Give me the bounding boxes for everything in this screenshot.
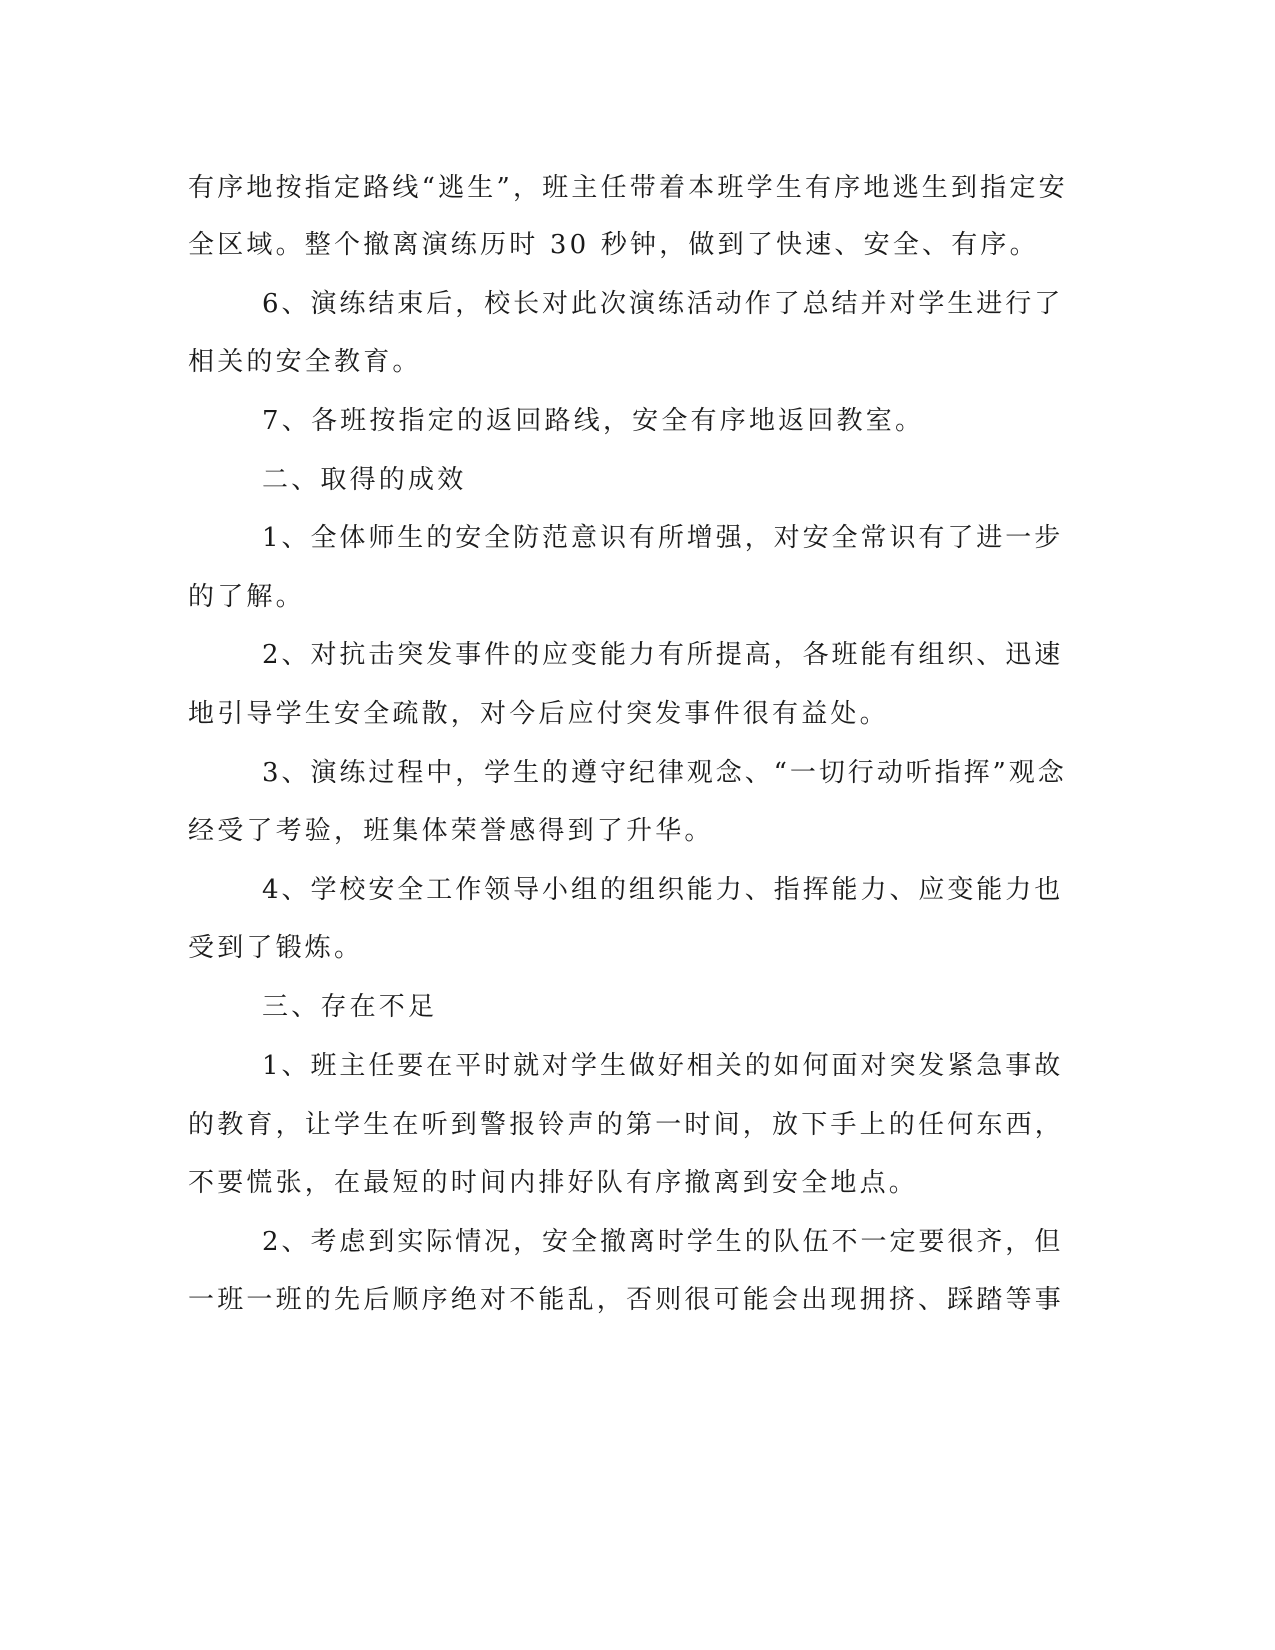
text-line: 6、演练结束后，校长对此次演练活动作了总结并对学生进行了 <box>262 289 1064 319</box>
text-line: 2、考虑到实际情况，安全撤离时学生的队伍不一定要很齐，但 <box>262 1227 1064 1257</box>
text-line: 的教育，让学生在听到警报铃声的第一时间，放下手上的任何东西， <box>188 1110 1065 1140</box>
text-line: 相关的安全教育。 <box>188 347 422 377</box>
text-line: 的了解。 <box>188 582 305 612</box>
text-line: 1、班主任要在平时就对学生做好相关的如何面对突发紧急事故 <box>262 1051 1064 1081</box>
text-line: 不要慌张，在最短的时间内排好队有序撤离到安全地点。 <box>188 1168 919 1198</box>
section-heading: 三、存在不足 <box>262 992 438 1022</box>
text-line: 一班一班的先后顺序绝对不能乱，否则很可能会出现拥挤、踩踏等事 <box>188 1285 1065 1315</box>
text-line: 经受了考验，班集体荣誉感得到了升华。 <box>188 816 714 846</box>
text-line: 1、全体师生的安全防范意识有所增强，对安全常识有了进一步 <box>262 523 1064 553</box>
text-line: 2、对抗击突发事件的应变能力有所提高，各班能有组织、迅速 <box>262 640 1064 670</box>
text-line: 3、演练过程中，学生的遵守纪律观念、“一切行动听指挥”观念 <box>262 758 1067 788</box>
text-line: 地引导学生安全疏散，对今后应付突发事件很有益处。 <box>188 699 889 729</box>
text-line: 4、学校安全工作领导小组的组织能力、指挥能力、应变能力也 <box>262 875 1064 905</box>
text-line: 7、各班按指定的返回路线，安全有序地返回教室。 <box>262 406 925 436</box>
text-line: 有序地按指定路线“逃生”，班主任带着本班学生有序地逃生到指定安 <box>188 173 1068 203</box>
section-heading: 二、取得的成效 <box>262 465 467 495</box>
text-line: 受到了锻炼。 <box>188 933 364 963</box>
text-line: 全区域。整个撤离演练历时 30 秒钟，做到了快速、安全、有序。 <box>188 230 1039 260</box>
